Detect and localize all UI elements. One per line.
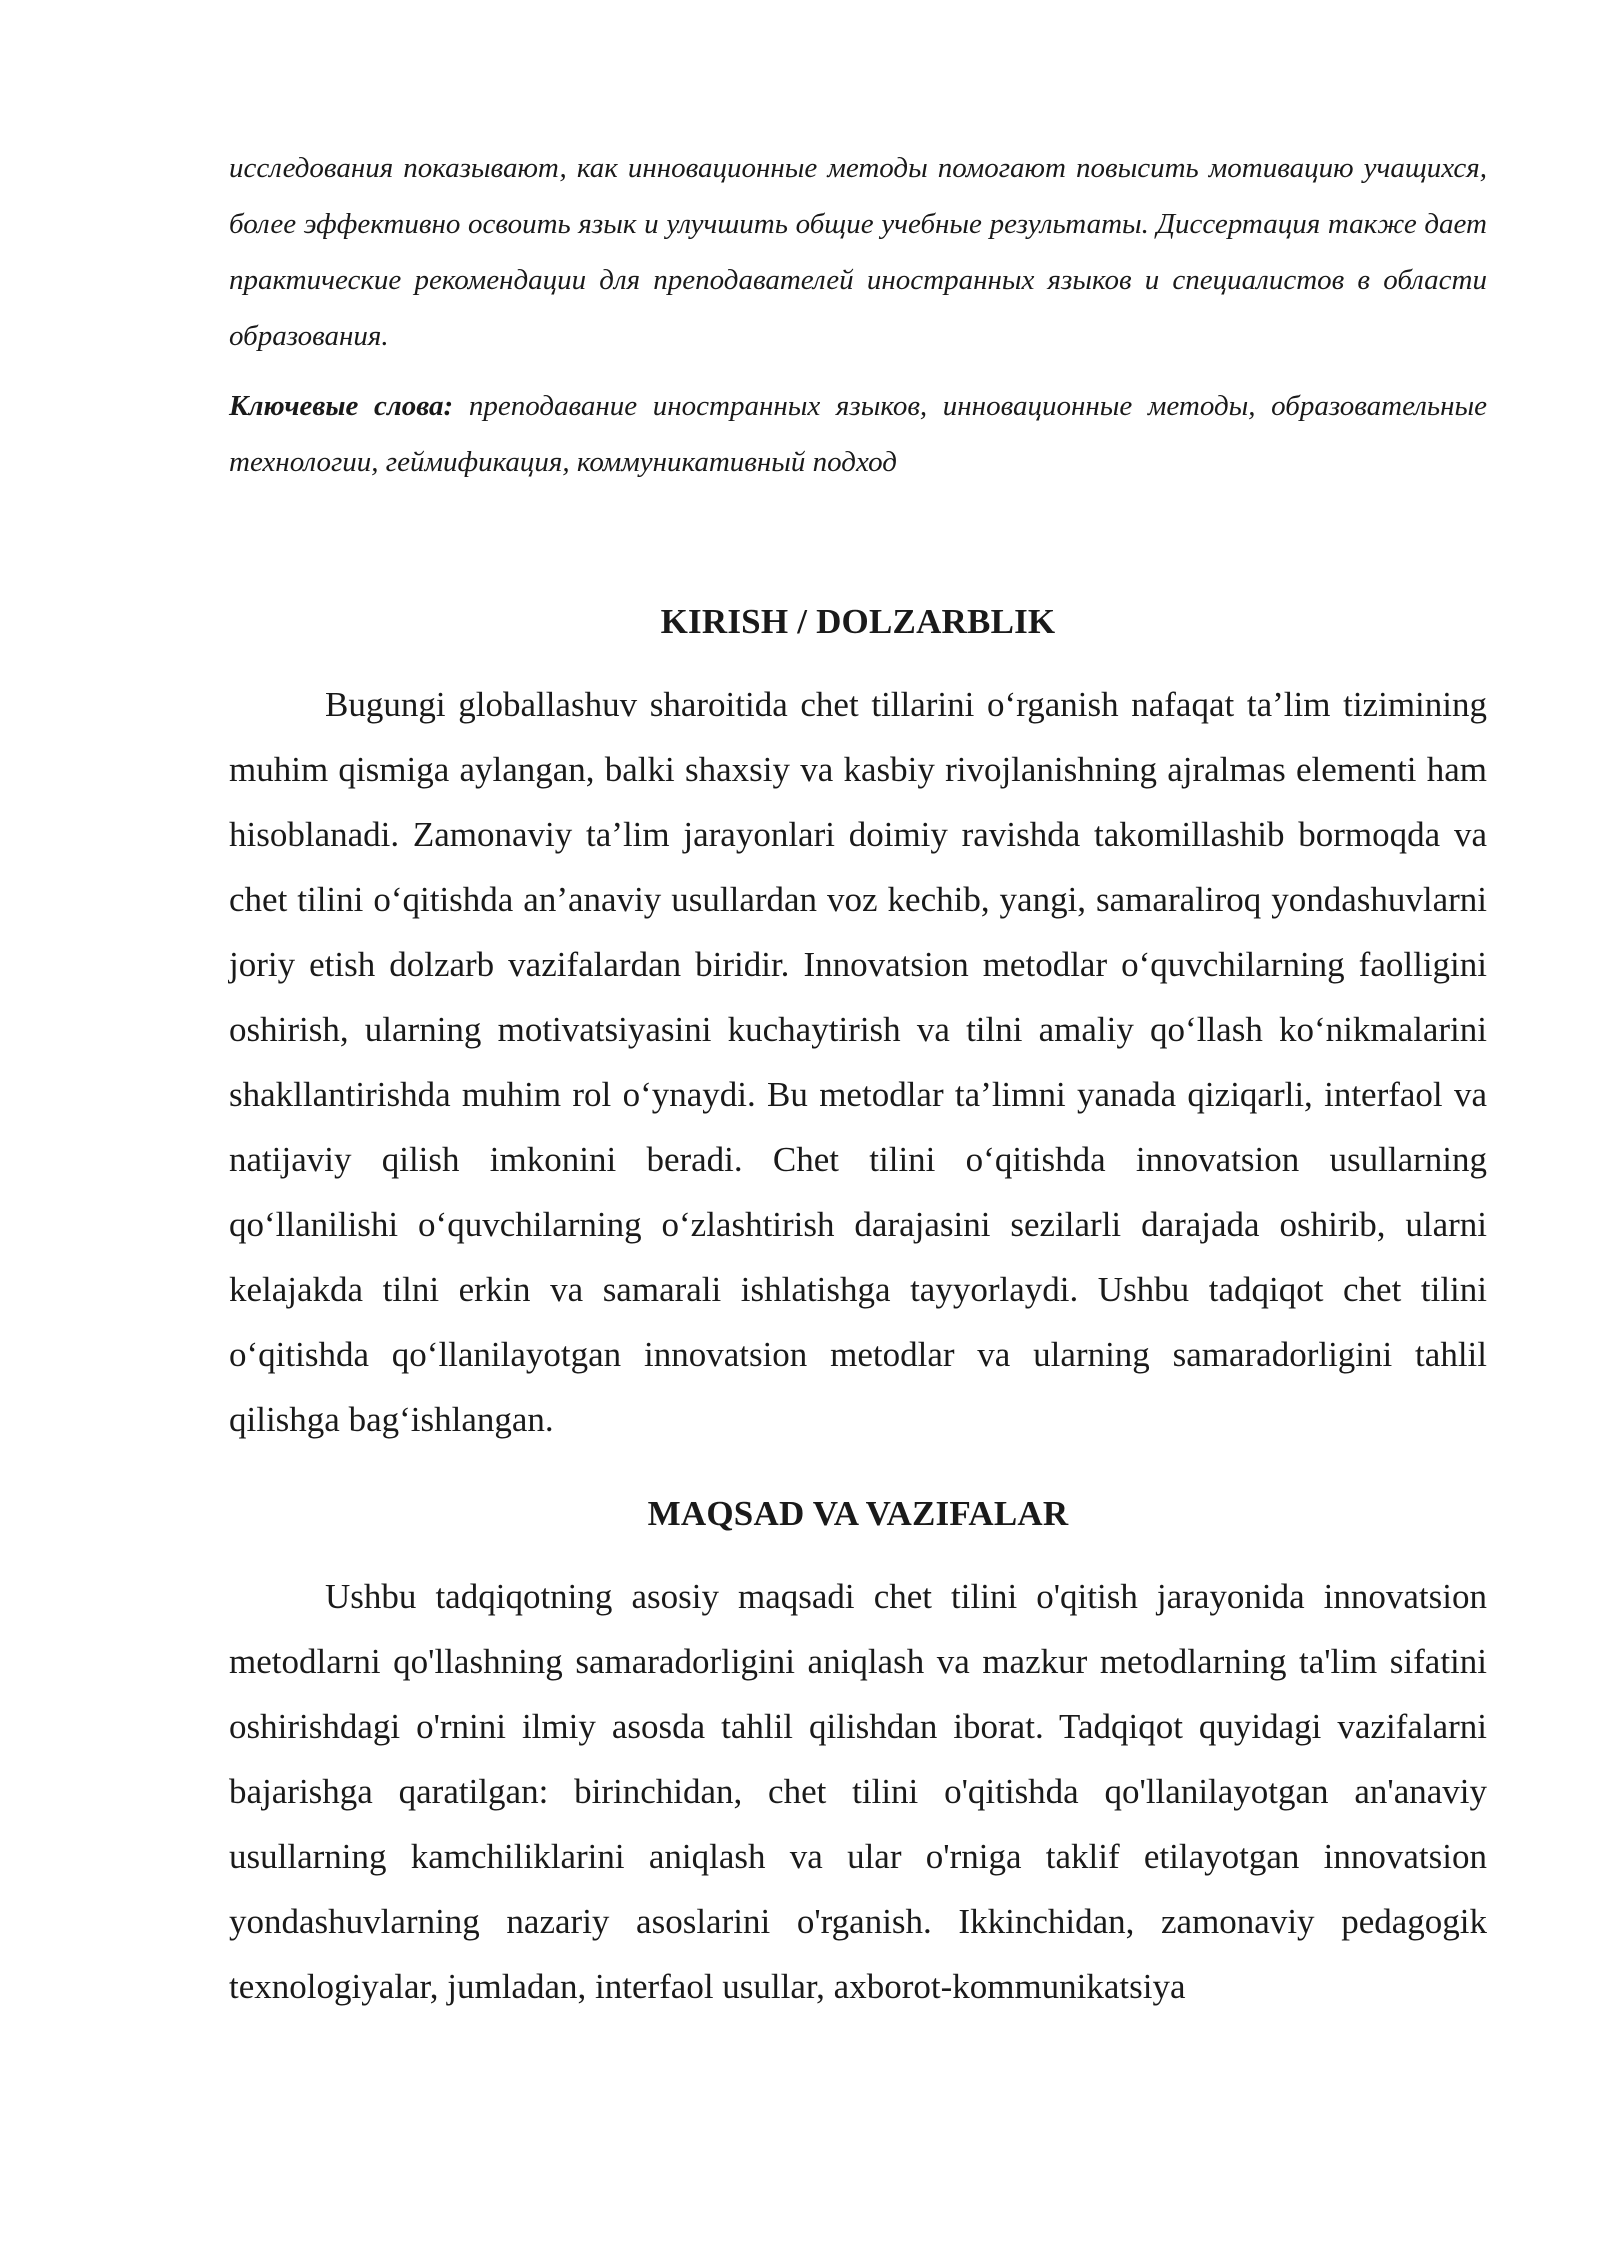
goals-paragraph: Ushbu tadqiqotning asosiy maqsadi chet tilini o'qitish jarayonida innovatsion metodlarni qo'llashning samaradorligini aniqlash va mazkur metodlarning ta'lim sifatini oshirishdagi o'rnini ilmiy asosda tahlil qilishdan iborat. Tadqiqot quyidagi vazifalarni bajarishga qaratilgan: birinchidan, chet tilini o'qitishda qo'llanilayotgan an'anaviy usullarning kamchiliklarini aniqlash va ular o'rniga taklif etilayotgan innovatsion yondashuvlarning nazariy asoslarini o'rganish. Ikkinchidan, zamonaviy pedagogik texnologiyalar, jumladan, interfaol usullar, axborot-kommunikatsiya <box>229 1577 1487 2006</box>
document-page <box>229 140 1487 2019</box>
keywords-text: преподавание иностранных языков, инновационные методы, образовательные технологии, геймификация, коммуникативный подход <box>229 390 1487 478</box>
abstract-paragraph: исследования показывают, как инновационные методы помогают повысить мотивацию учащихся, более эффективно освоить язык и улучшить общие учебные результаты. Диссертация также дает практические рекомендации для преподавателей иностранных языков и специалистов в области образования. <box>229 152 1487 352</box>
section-heading-goals: MAQSAD VA VAZIFALAR <box>647 1494 1069 1533</box>
keywords-paragraph <box>229 378 1487 490</box>
keywords-label: Ключевые слова: <box>229 390 454 422</box>
intro-paragraph: Bugungi globallashuv sharoitida chet tillarini o‘rganish nafaqat ta’lim tizimining muhim qismiga aylangan, balki shaxsiy va kasbiy rivojlanishning ajralmas elementi ham hisoblanadi. Zamonaviy ta’lim jarayonlari doimiy ravishda takomillashib bormoqda va chet tilini o‘qitishda an’anaviy usullardan voz kechib, yangi, samaraliroq yondashuvlarni joriy etish dolzarb vazifalardan biridir. Innovatsion metodlar o‘quvchilarning faolligini oshirish, ularning motivatsiyasini kuchaytirish va tilni amaliy qo‘llash ko‘nikmalarini shakllantirishda muhim rol o‘ynaydi. Bu metodlar ta’limni yanada qiziqarli, interfaol va natijaviy qilish imkonini beradi. Chet tilini o‘qitishda innovatsion usullarning qo‘llanilishi o‘quvchilarning o‘zlashtirish darajasini sezilarli darajada oshirib, ularni kelajakda tilni erkin va samarali ishlatishga tayyorlaydi. Ushbu tadqiqot chet tilini o‘qitishda qo‘llanilayotgan innovatsion metodlar va ularning samaradorligini tahlil qilishga bag‘ishlangan. <box>229 685 1487 1439</box>
section-heading-intro: KIRISH / DOLZARBLIK <box>660 602 1056 641</box>
